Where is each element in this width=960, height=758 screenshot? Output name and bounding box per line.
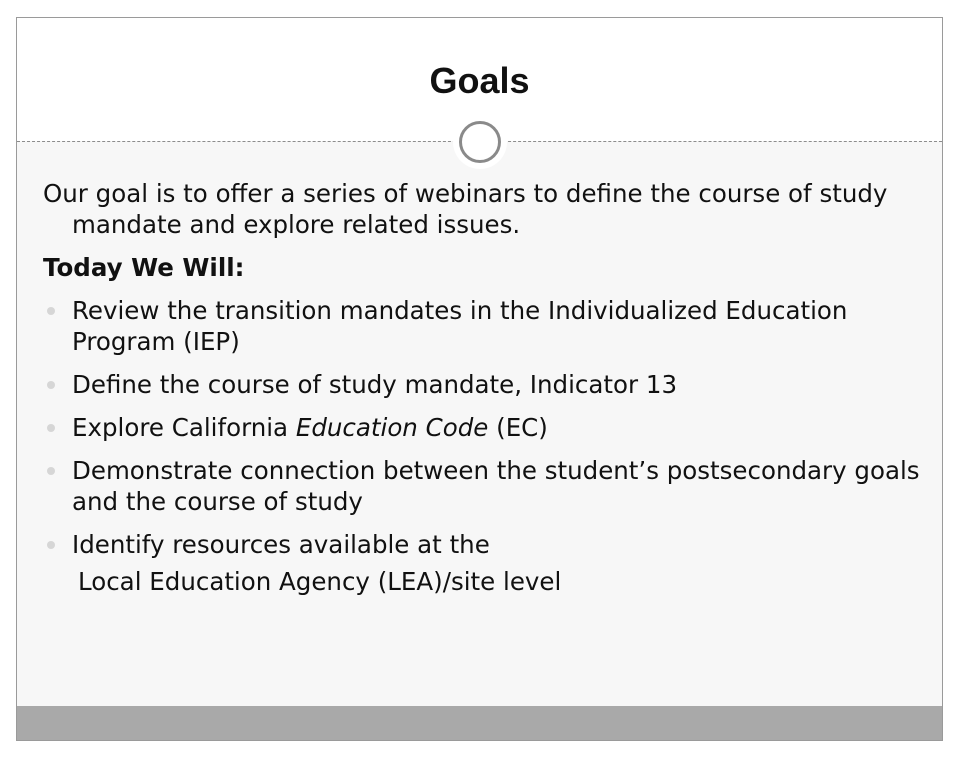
footer-bar [17,706,942,740]
bullet-list [43,295,923,560]
circle-ornament-icon [453,115,507,169]
list-item-text-after: (EC) [488,413,548,442]
bullet-dot-icon [47,381,55,389]
ring-icon [459,121,501,163]
list-item-text-before: Explore California [72,413,296,442]
list-item [43,529,923,560]
list-item [43,369,923,400]
list-item-text: Identify resources available at the [72,530,490,559]
list-item [43,412,923,443]
slide-title: Goals [429,60,530,101]
list-item [43,455,923,517]
slide-body [43,178,923,597]
list-item-text: Define the course of study mandate, Indicator 13 [72,370,678,399]
bullet-dot-icon [47,307,55,315]
list-item [43,295,923,357]
bullet-dot-icon [47,541,55,549]
list-heading: Today We Will: [43,253,245,282]
bullet-dot-icon [47,467,55,475]
slide [16,17,943,741]
list-item-text: Demonstrate connection between the student’s postsecondary goals and the course of study [72,456,920,516]
intro-paragraph: Our goal is to offer a series of webinars to define the course of study mandate and explore related issues. [43,179,888,239]
bullet-dot-icon [47,424,55,432]
list-item-emphasis: Education Code [295,413,489,442]
list-item-text: Review the transition mandates in the Individualized Education Program (IEP) [72,296,848,356]
list-continuation: Local Education Agency (LEA)/site level [78,567,562,596]
